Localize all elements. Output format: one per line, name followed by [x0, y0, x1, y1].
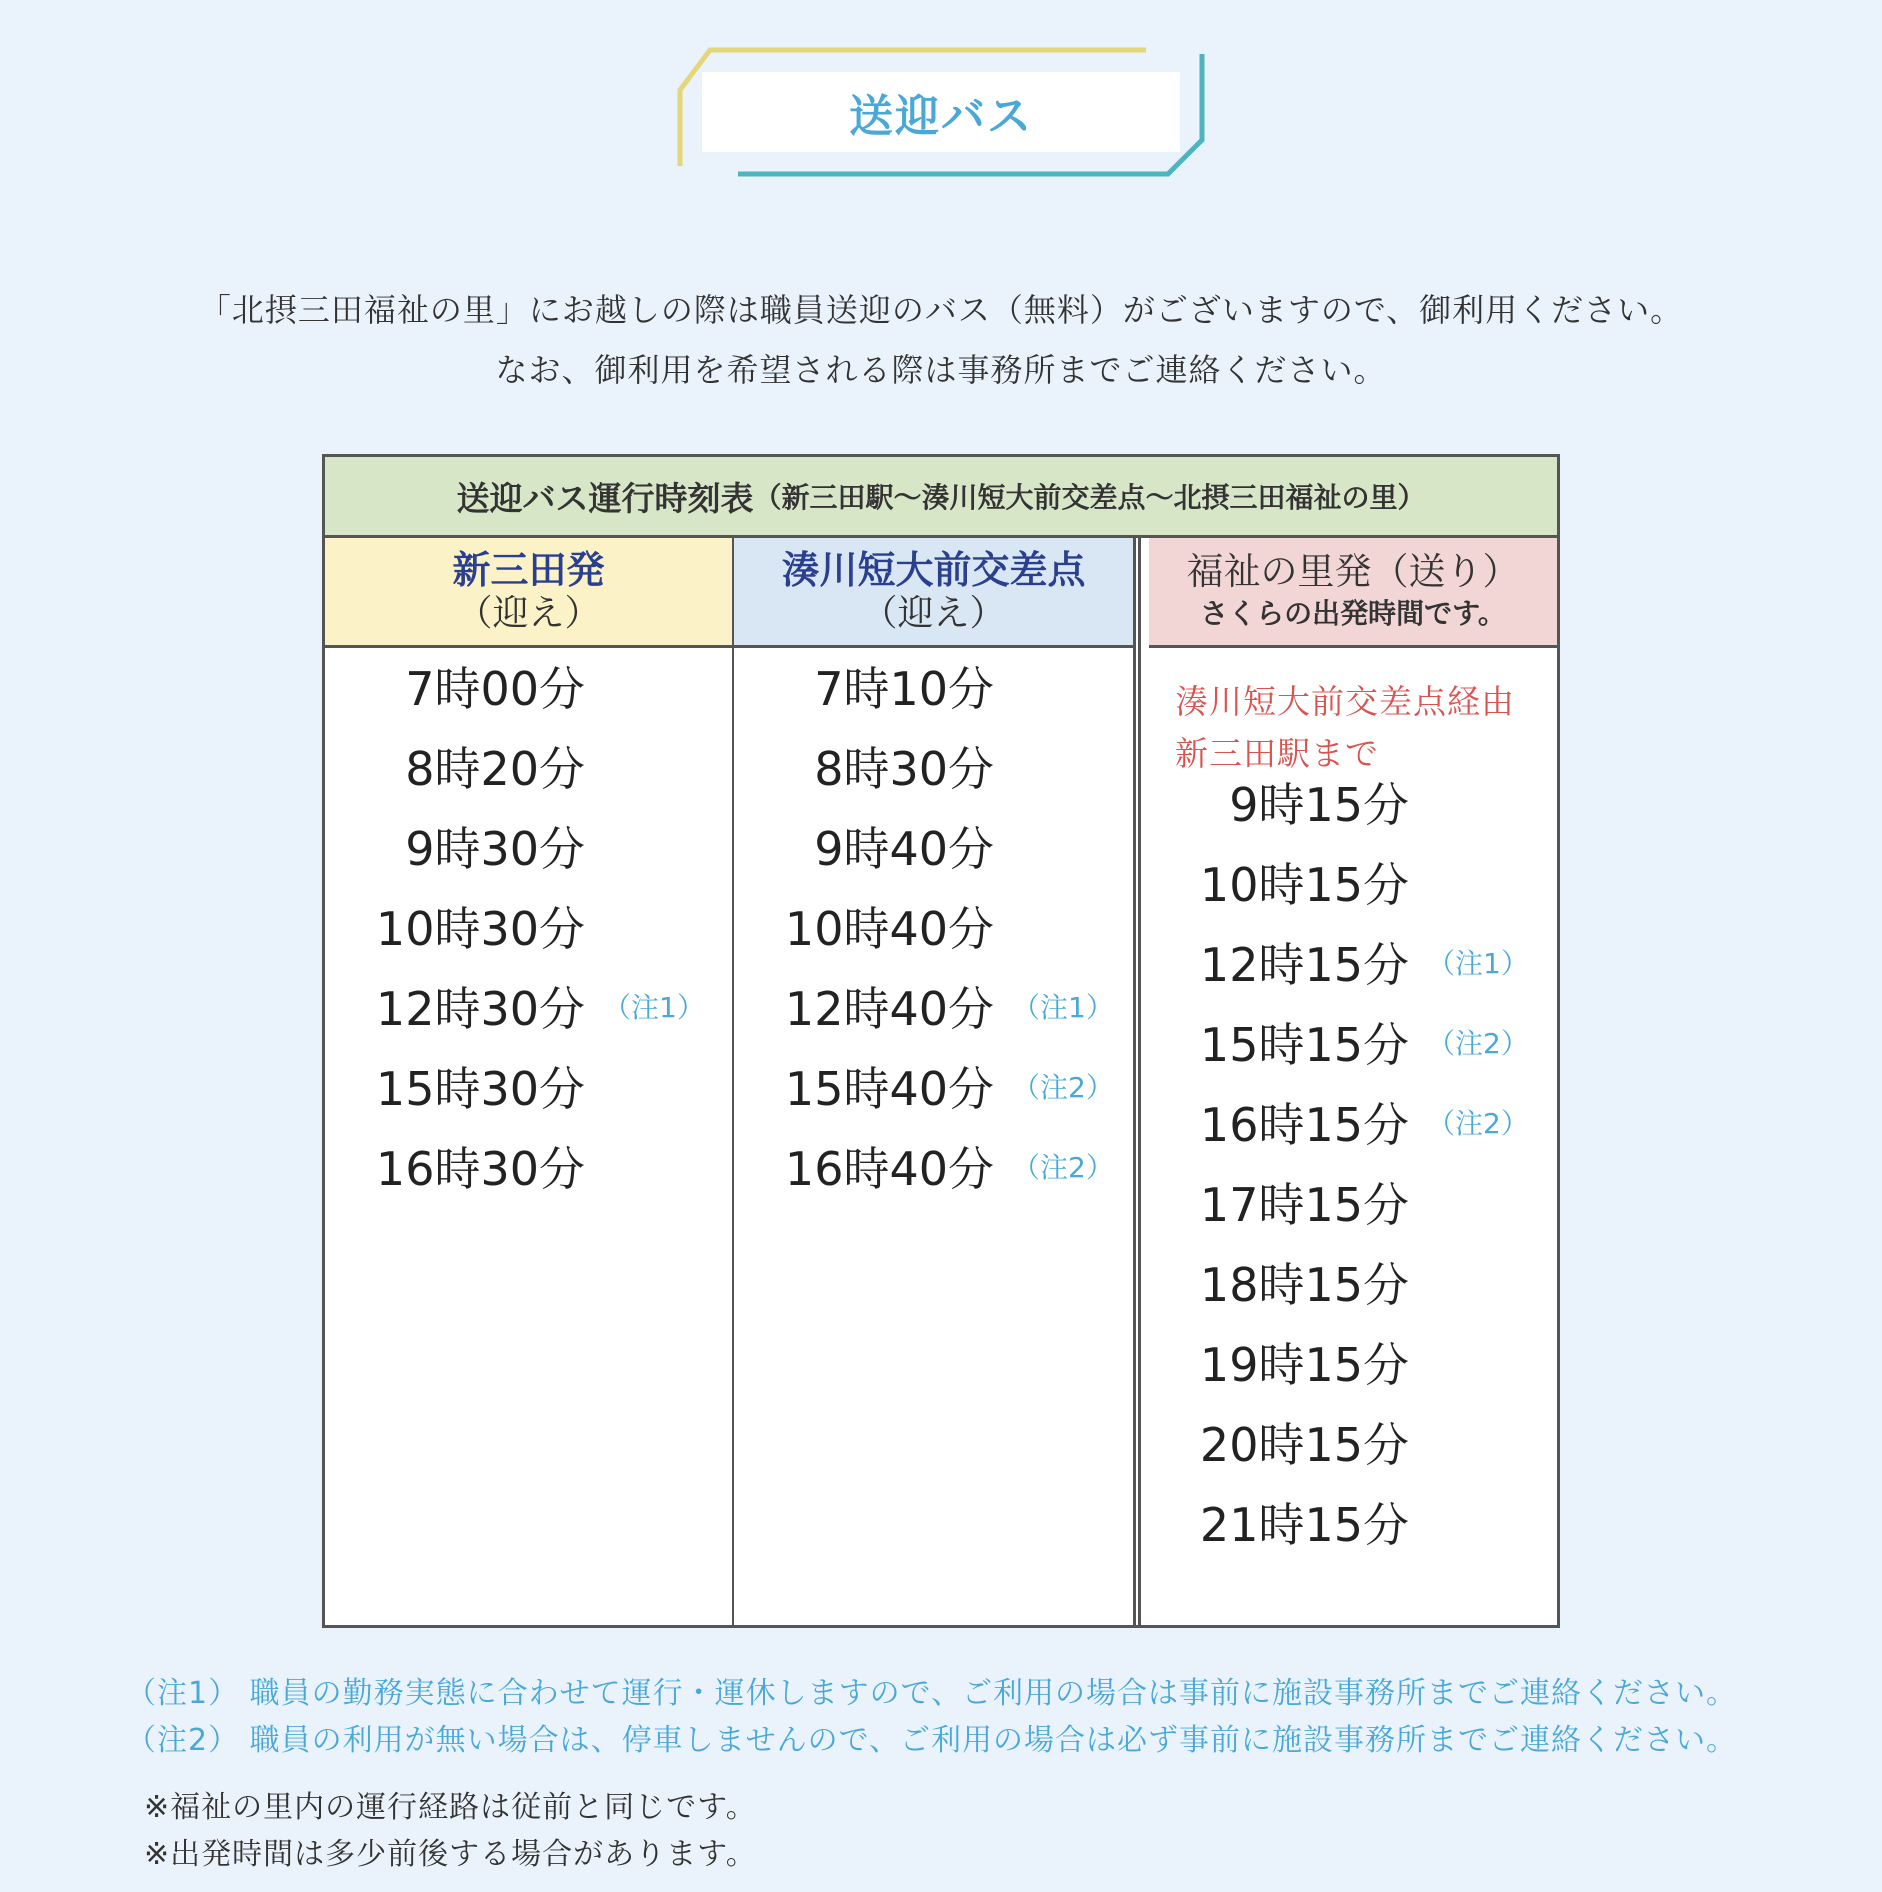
departure-time: 9時30分 [405, 822, 585, 876]
time-row [1149, 1327, 1557, 1397]
note-reference: （注2） [1427, 1027, 1529, 1060]
column-header [325, 538, 732, 648]
departure-time: 18時15分 [1199, 1258, 1409, 1312]
footnote-1: （注1） 職員の勤務実態に合わせて運行・運休しますので、ご利用の場合は事前に施設事務所までご連絡ください。 [126, 1676, 1738, 1711]
timetable-title [325, 457, 1557, 538]
column-header [734, 538, 1133, 648]
departure-time: 15時30分 [375, 1062, 585, 1116]
departure-time: 9時15分 [1229, 778, 1409, 832]
intro-line-1: 「北摂三田福祉の里」にお越しの際は職員送迎のバス（無料）がございますので、御利用ください。 [198, 291, 1684, 329]
intro-line-2: なお、御利用を希望される際は事務所までご連絡ください。 [495, 351, 1387, 389]
time-row [1149, 1247, 1557, 1317]
time-row [1149, 1167, 1557, 1237]
remarks [144, 1784, 1844, 1878]
time-row [1149, 1007, 1557, 1077]
column-minatogawa [734, 538, 1141, 1625]
time-row [325, 1051, 732, 1121]
time-row [325, 651, 732, 721]
departure-time: 8時20分 [405, 742, 585, 796]
departure-time: 16時40分 [784, 1142, 994, 1196]
departure-time: 7時00分 [405, 662, 585, 716]
column-title: 湊川短大前交差点 [781, 547, 1086, 592]
departure-time: 15時40分 [784, 1062, 994, 1116]
time-row [325, 1131, 732, 1201]
departure-time: 7時10分 [814, 662, 994, 716]
departure-time: 10時30分 [375, 902, 585, 956]
footnote-2: （注2） 職員の利用が無い場合は、停車しませんので、ご利用の場合は必ず事前に施設事務所までご連絡ください。 [126, 1723, 1738, 1758]
time-row [325, 891, 732, 961]
departure-time: 8時30分 [814, 742, 994, 796]
note-reference: （注1） [603, 991, 705, 1024]
departure-time: 16時15分 [1199, 1098, 1409, 1152]
column-title: 新三田発 [452, 547, 605, 592]
column-shinsanda [325, 538, 734, 1625]
footnotes [126, 1670, 1826, 1764]
section-heading [0, 0, 1882, 200]
column-subtitle: （迎え） [861, 592, 1006, 634]
departure-time: 20時15分 [1199, 1418, 1409, 1472]
departure-time: 17時15分 [1199, 1178, 1409, 1232]
time-row [325, 811, 732, 881]
time-row [1149, 1407, 1557, 1477]
time-row [734, 731, 1133, 801]
departure-time: 12時15分 [1199, 938, 1409, 992]
timetable-title-main: 送迎バス運行時刻表 [456, 478, 754, 518]
time-row [325, 971, 732, 1041]
route-line-1: 湊川短大前交差点経由 [1175, 682, 1515, 721]
column-fukushi-no-sato [1149, 538, 1557, 1625]
timetable-title-sub: （新三田駅〜湊川短大前交差点〜北摂三田福祉の里） [753, 481, 1426, 514]
departure-time: 10時40分 [784, 902, 994, 956]
time-row [734, 1051, 1133, 1121]
note-reference: （注2） [1012, 1151, 1114, 1184]
departure-time: 12時40分 [784, 982, 994, 1036]
departure-time: 15時15分 [1199, 1018, 1409, 1072]
page-title: 送迎バス [702, 72, 1180, 152]
route-line-2: 新三田駅まで [1175, 734, 1379, 773]
departure-time: 10時15分 [1199, 858, 1409, 912]
column-subtitle: （迎え） [456, 592, 601, 634]
column-header [1149, 538, 1557, 648]
note-reference: （注2） [1427, 1107, 1529, 1140]
note-reference: （注2） [1012, 1071, 1114, 1104]
remark-1: ※福祉の里内の運行経路は従前と同じです。 [144, 1790, 757, 1825]
remark-2: ※出発時間は多少前後する場合があります。 [144, 1837, 757, 1872]
intro-text [60, 280, 1822, 400]
departure-time: 21時15分 [1199, 1498, 1409, 1552]
column-title: 福祉の里発（送り） [1186, 549, 1520, 593]
time-row [734, 971, 1133, 1041]
time-row [734, 891, 1133, 961]
time-row [1149, 927, 1557, 997]
departure-time: 9時40分 [814, 822, 994, 876]
time-row [734, 1131, 1133, 1201]
time-row [734, 651, 1133, 721]
time-row [1149, 767, 1557, 837]
time-row [1149, 847, 1557, 917]
bus-timetable [322, 454, 1560, 1628]
note-reference: （注1） [1427, 947, 1529, 980]
column-subtitle: さくらの出発時間です。 [1200, 596, 1506, 630]
time-row [1149, 1087, 1557, 1157]
departure-time: 19時15分 [1199, 1338, 1409, 1392]
departure-time: 12時30分 [375, 982, 585, 1036]
time-row [1149, 1487, 1557, 1557]
time-row [325, 731, 732, 801]
route-note [1175, 676, 1555, 780]
departure-time: 16時30分 [375, 1142, 585, 1196]
note-reference: （注1） [1012, 991, 1114, 1024]
time-row [734, 811, 1133, 881]
